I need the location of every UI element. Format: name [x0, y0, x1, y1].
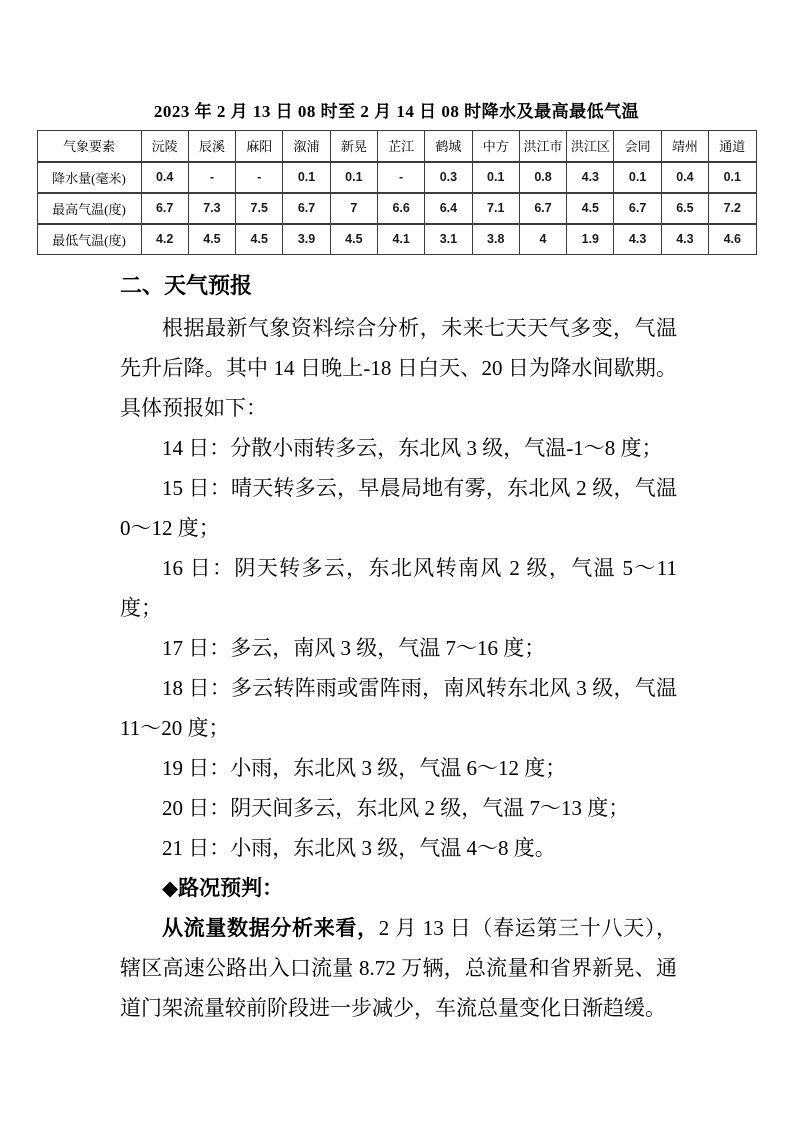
table-cell-value: 6.7: [141, 193, 188, 224]
table-cell-value: 6.7: [283, 193, 330, 224]
forecast-item: 19 日：小雨，东北风 3 级，气温 6～12 度；: [162, 756, 567, 780]
table-cell-value: -: [188, 162, 235, 193]
table-cell-value: 6.6: [377, 193, 424, 224]
table-cell-value: 6.7: [614, 193, 661, 224]
forecast-item: 21 日：小雨，东北风 3 级，气温 4～8 度。: [162, 836, 556, 860]
column-header-station: 芷江: [377, 131, 424, 162]
road-condition-paragraph: [120, 908, 677, 1028]
table-cell-value: 0.1: [283, 162, 330, 193]
table-cell-value: 3.8: [472, 224, 519, 255]
column-header-station: 通道: [709, 131, 756, 162]
document-body: [120, 270, 677, 1028]
road-condition-body: 2 月 13 日（春运第三十八天），辖区高速公路出入口流量 8.72 万辆，总流量和省界新晃、通道门架流量较前阶段进一步减少，车流总量变化日渐趋缓。: [120, 916, 678, 1020]
table-cell-value: 4.6: [709, 224, 756, 255]
table-cell-value: 4.3: [661, 224, 708, 255]
row-label: 最低气温(度): [37, 224, 141, 255]
forecast-list: [120, 428, 677, 868]
table-cell-value: 3.1: [425, 224, 472, 255]
table-cell-value: 7.3: [188, 193, 235, 224]
forecast-item: 17 日：多云，南风 3 级，气温 7～16 度；: [162, 636, 546, 660]
table-cell-value: 4: [519, 224, 566, 255]
column-header-station: 会同: [614, 131, 661, 162]
table-cell-value: 0.1: [472, 162, 519, 193]
column-header-station: 洪江市: [519, 131, 566, 162]
forecast-item: 18 日：多云转阵雨或雷阵雨，南风转东北风 3 级，气温 11～20 度；: [120, 676, 677, 740]
forecast-item: 14 日：分散小雨转多云，东北风 3 级，气温-1～8 度；: [162, 436, 663, 460]
table-cell-value: 7.5: [236, 193, 283, 224]
table-cell-value: 6.4: [425, 193, 472, 224]
table-cell-value: -: [377, 162, 424, 193]
table-cell-value: 4.2: [141, 224, 188, 255]
forecast-intro-paragraph: 根据最新气象资料综合分析，未来七天天气多变，气温先升后降。其中 14 日晚上-18 日白天、20 日为降水间歇期。具体预报如下：: [120, 316, 677, 420]
table-cell-value: 3.9: [283, 224, 330, 255]
road-condition-lead: 从流量数据分析来看，: [162, 916, 379, 940]
table-cell-value: 4.5: [567, 193, 614, 224]
weather-table-head: [37, 131, 756, 162]
table-title: 2023 年 2 月 13 日 08 时至 2 月 14 日 08 时降水及最高最低气温: [153, 102, 640, 121]
table-cell-value: 4.1: [377, 224, 424, 255]
table-cell-value: 4.5: [330, 224, 377, 255]
table-row: [37, 162, 756, 193]
table-cell-value: 6.7: [519, 193, 566, 224]
table-cell-value: 4.5: [188, 224, 235, 255]
table-cell-value: 4.3: [567, 162, 614, 193]
column-header-station: 辰溪: [188, 131, 235, 162]
table-cell-value: 4.5: [236, 224, 283, 255]
table-cell-value: 0.1: [330, 162, 377, 193]
table-cell-value: 0.1: [709, 162, 756, 193]
section-heading-weather-forecast: 二、天气预报: [120, 273, 253, 298]
table-cell-value: -: [236, 162, 283, 193]
table-cell-value: 0.1: [614, 162, 661, 193]
column-header-station: 沅陵: [141, 131, 188, 162]
table-cell-value: 7.1: [472, 193, 519, 224]
road-condition-heading: ◆路况预判：: [162, 876, 284, 900]
table-cell-value: 4.3: [614, 224, 661, 255]
table-cell-value: 0.8: [519, 162, 566, 193]
table-cell-value: 0.4: [141, 162, 188, 193]
table-row: [37, 193, 756, 224]
column-header-metric: 气象要素: [37, 131, 141, 162]
column-header-station: 溆浦: [283, 131, 330, 162]
column-header-station: 鹤城: [425, 131, 472, 162]
column-header-station: 靖州: [661, 131, 708, 162]
weather-table-body: [37, 162, 756, 255]
table-cell-value: 7.2: [709, 193, 756, 224]
row-label: 最高气温(度): [37, 193, 141, 224]
table-row: [37, 224, 756, 255]
table-cell-value: 0.4: [661, 162, 708, 193]
row-label: 降水量(毫米): [37, 162, 141, 193]
weather-table: [37, 130, 757, 255]
forecast-item: 16 日：阴天转多云，东北风转南风 2 级，气温 5～11 度；: [120, 556, 677, 620]
column-header-station: 新晃: [330, 131, 377, 162]
table-cell-value: 7: [330, 193, 377, 224]
table-cell-value: 1.9: [567, 224, 614, 255]
column-header-station: 洪江区: [567, 131, 614, 162]
column-header-station: 中方: [472, 131, 519, 162]
forecast-item: 20 日：阴天间多云，东北风 2 级，气温 7～13 度；: [162, 796, 630, 820]
table-cell-value: 6.5: [661, 193, 708, 224]
table-cell-value: 0.3: [425, 162, 472, 193]
column-header-station: 麻阳: [236, 131, 283, 162]
table-header-row: [37, 131, 756, 162]
forecast-item: 15 日：晴天转多云，早晨局地有雾，东北风 2 级，气温 0～12 度；: [120, 476, 677, 540]
